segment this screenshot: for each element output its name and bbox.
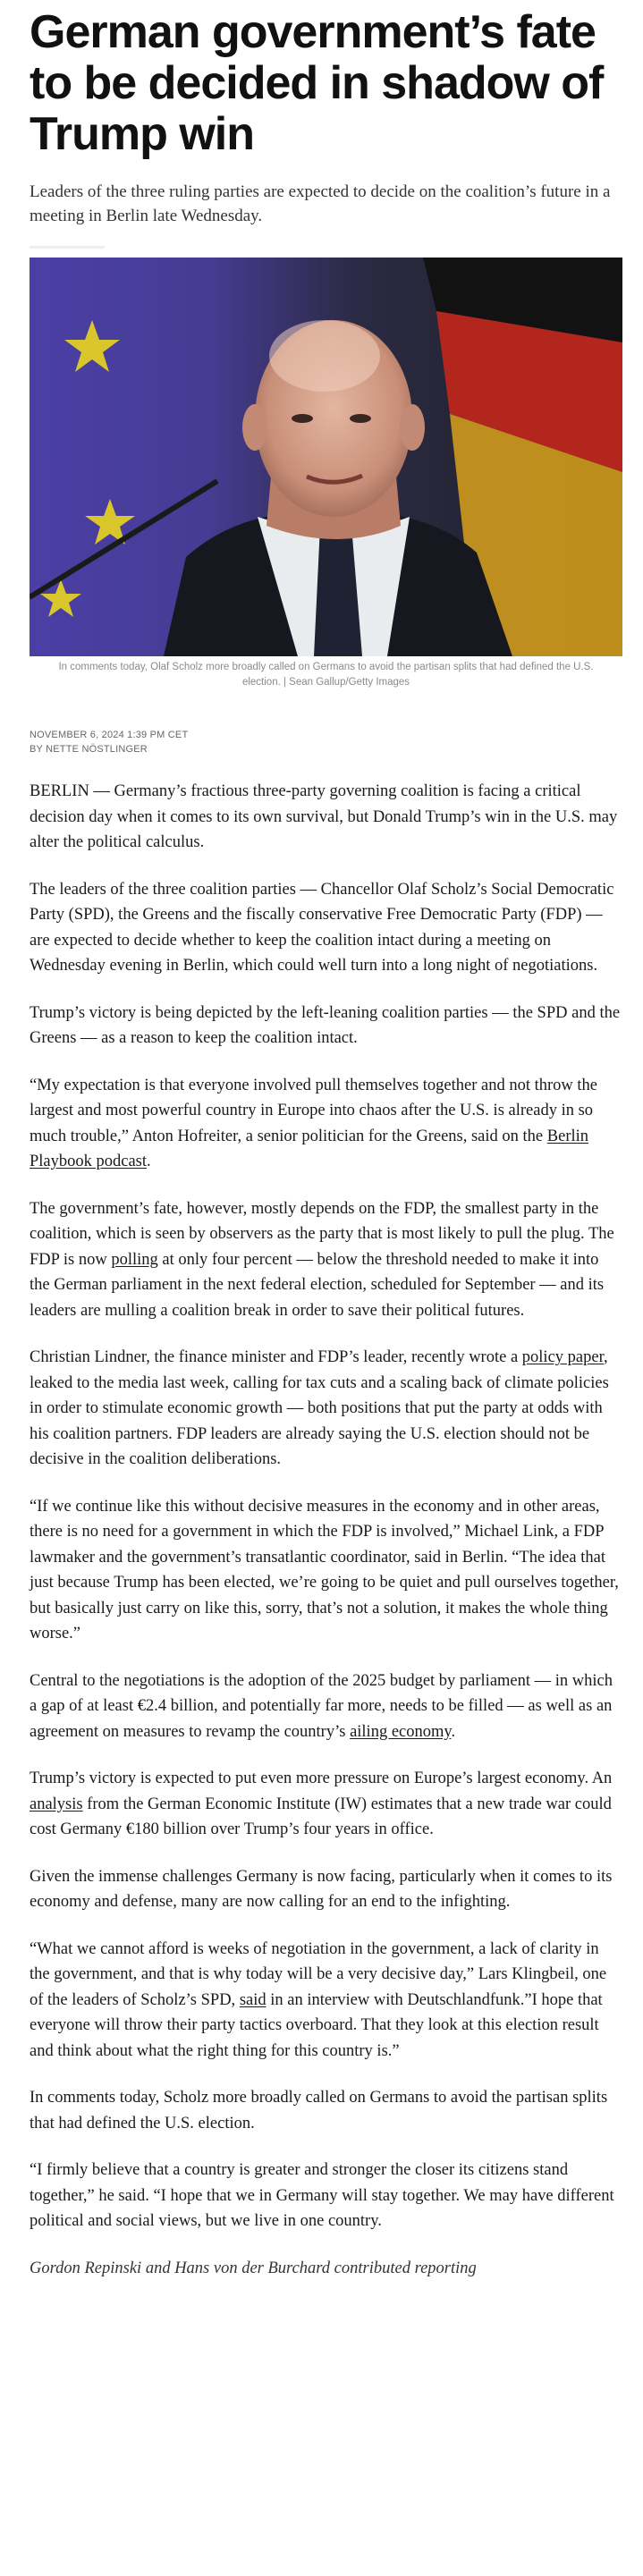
contributor-credit: Gordon Repinski and Hans von der Burchard contributed reporting bbox=[30, 2259, 477, 2277]
paragraph-text: In comments today, Scholz more broadly called on Germans to avoid the partisan splits that had defined the U.S. election. bbox=[30, 2089, 608, 2133]
divider bbox=[30, 246, 105, 249]
inline-link[interactable]: polling bbox=[111, 1250, 158, 1269]
paragraph-text: “My expectation is that everyone involved pull themselves together and not throw the largest and most powerful country in Europe into chaos after the U.S. is already in so much trouble,” Anton Hofreiter, a senior politician for the Greens, said on the bbox=[30, 1076, 597, 1145]
paragraph-text: The government’s fate, however, mostly depends on the FDP, the smallest party in the coalition, which is seen by observers as the party that is most likely to pull the plug. The FDP is now bbox=[30, 1199, 614, 1269]
inline-link[interactable]: said bbox=[239, 1990, 267, 2009]
paragraph-text: “What we cannot afford is weeks of negotiation in the government, a lack of clarity in the government, and that is why today will be a very decisive day,” Lars Klingbeil, one of the leaders of Scholz’s SPD, bbox=[30, 1939, 607, 2009]
photo-caption: In comments today, Olaf Scholz more broadly called on Germans to avoid the partisan splits that had defined the U.S. election. | Sean Gallup/Getty Images bbox=[58, 662, 594, 688]
paragraph-text: Central to the negotiations is the adoption of the 2025 budget by parliament — in which a gap of at least €2.4 billion, and potentially far more, needs to be filled — as well as an agreement on measures to revamp the country’s bbox=[30, 1671, 613, 1741]
article-paragraph bbox=[30, 2158, 622, 2234]
article-paragraph bbox=[30, 1937, 622, 2065]
dek: Leaders of the three ruling parties are expected to decide on the coalition’s future in a meeting in Berlin late Wednesday. bbox=[30, 182, 611, 225]
headline: German government’s fate to be decided in shadow of Trump win bbox=[30, 6, 604, 160]
paragraph-text: Trump’s victory is expected to put even more pressure on Europe’s largest economy. An bbox=[30, 1769, 613, 1787]
article-paragraph bbox=[30, 1494, 622, 1647]
article-body bbox=[30, 779, 622, 2234]
article-paragraph bbox=[30, 1196, 622, 1324]
inline-link[interactable]: Berlin Playbook podcast bbox=[30, 1127, 589, 1170]
article-paragraph bbox=[30, 1073, 622, 1175]
article-paragraph bbox=[30, 1766, 622, 1843]
article-paragraph bbox=[30, 1345, 622, 1473]
article bbox=[30, 7, 622, 2281]
paragraph-text: “I firmly believe that a country is greater and stronger the closer its citizens stand together,” he said. “I hope that we in Germany will stay together. We may have different political and social views, but we live in one country. bbox=[30, 2161, 614, 2230]
article-paragraph bbox=[30, 779, 622, 856]
article-meta bbox=[30, 729, 622, 757]
paragraph-text: BERLIN — Germany’s fractious three-party governing coalition is facing a critical decision day when it comes to its own survival, but Donald Trump’s win in the U.S. may alter the political calculus. bbox=[30, 782, 618, 851]
paragraph-text: from the German Economic Institute (IW) estimates that a new trade war could cost Germany €180 billion over Trump’s four years in office. bbox=[30, 1795, 612, 1838]
paragraph-text: , leaked to the media last week, calling for tax cuts and a scaling back of climate policies in order to stimulate economic growth — both positions that put the party at odds with his coalition partners. FDP leaders are already saying the U.S. election should not be decisive in the coalition deliberations. bbox=[30, 1348, 609, 1468]
paragraph-text: . bbox=[451, 1722, 456, 1741]
paragraph-text: “If we continue like this without decisive measures in the economy and in other areas, there is no need for a government in which the FDP is involved,” Michael Link, a FDP lawmaker and the government’s transatlantic coordinator, said in Berlin. “The idea that just because Trump has been elected, we’re going to be quiet and pull ourselves together, but basically just carry on like this, sorry, that’s not a solution, it makes the whole thing worse.” bbox=[30, 1497, 619, 1643]
paragraph-text: at only four percent — below the threshold needed to make it into the German parliament in the next federal election, scheduled for September — and its leaders are mulling a coalition break in order to save their political futures. bbox=[30, 1250, 605, 1320]
paragraph-text: in an interview with Deutschlandfunk.”I hope that everyone will throw their party tactics overboard. That they look at this election result and think about what the right thing for this country is.” bbox=[30, 1990, 603, 2060]
lead-photo bbox=[30, 258, 622, 656]
article-paragraph bbox=[30, 2085, 622, 2136]
paragraph-text: . bbox=[147, 1153, 151, 1170]
inline-link[interactable]: ailing economy bbox=[350, 1722, 452, 1741]
paragraph-text: Given the immense challenges Germany is now facing, particularly when it comes to its economy and defense, many are now calling for an end to the infighting. bbox=[30, 1867, 613, 1911]
article-paragraph bbox=[30, 1668, 622, 1745]
article-paragraph bbox=[30, 877, 622, 979]
publish-date: NOVEMBER 6, 2024 1:39 PM CET bbox=[30, 730, 189, 740]
inline-link[interactable]: policy paper bbox=[521, 1348, 605, 1366]
paragraph-text: The leaders of the three coalition parties — Chancellor Olaf Scholz’s Social Democratic Party (SPD), the Greens and the fiscally conservative Free Democratic Party (FDP) — are expected to decide whether to keep the coalition intact during a meeting on Wednesday evening in Berlin, which could well turn into a long night of negotiations. bbox=[30, 880, 614, 975]
paragraph-text: Christian Lindner, the finance minister and FDP’s leader, recently wrote a bbox=[30, 1348, 522, 1366]
article-paragraph bbox=[30, 1864, 622, 1915]
inline-link[interactable]: analysis bbox=[30, 1795, 83, 1813]
paragraph-text: Trump’s victory is being depicted by the left-leaning coalition parties — the SPD and the Greens — as a reason to keep the coalition intact. bbox=[30, 1003, 621, 1047]
article-paragraph bbox=[30, 1001, 622, 1052]
byline: BY NETTE NÖSTLINGER bbox=[30, 744, 148, 755]
scholz-photo-illustration bbox=[30, 258, 622, 656]
